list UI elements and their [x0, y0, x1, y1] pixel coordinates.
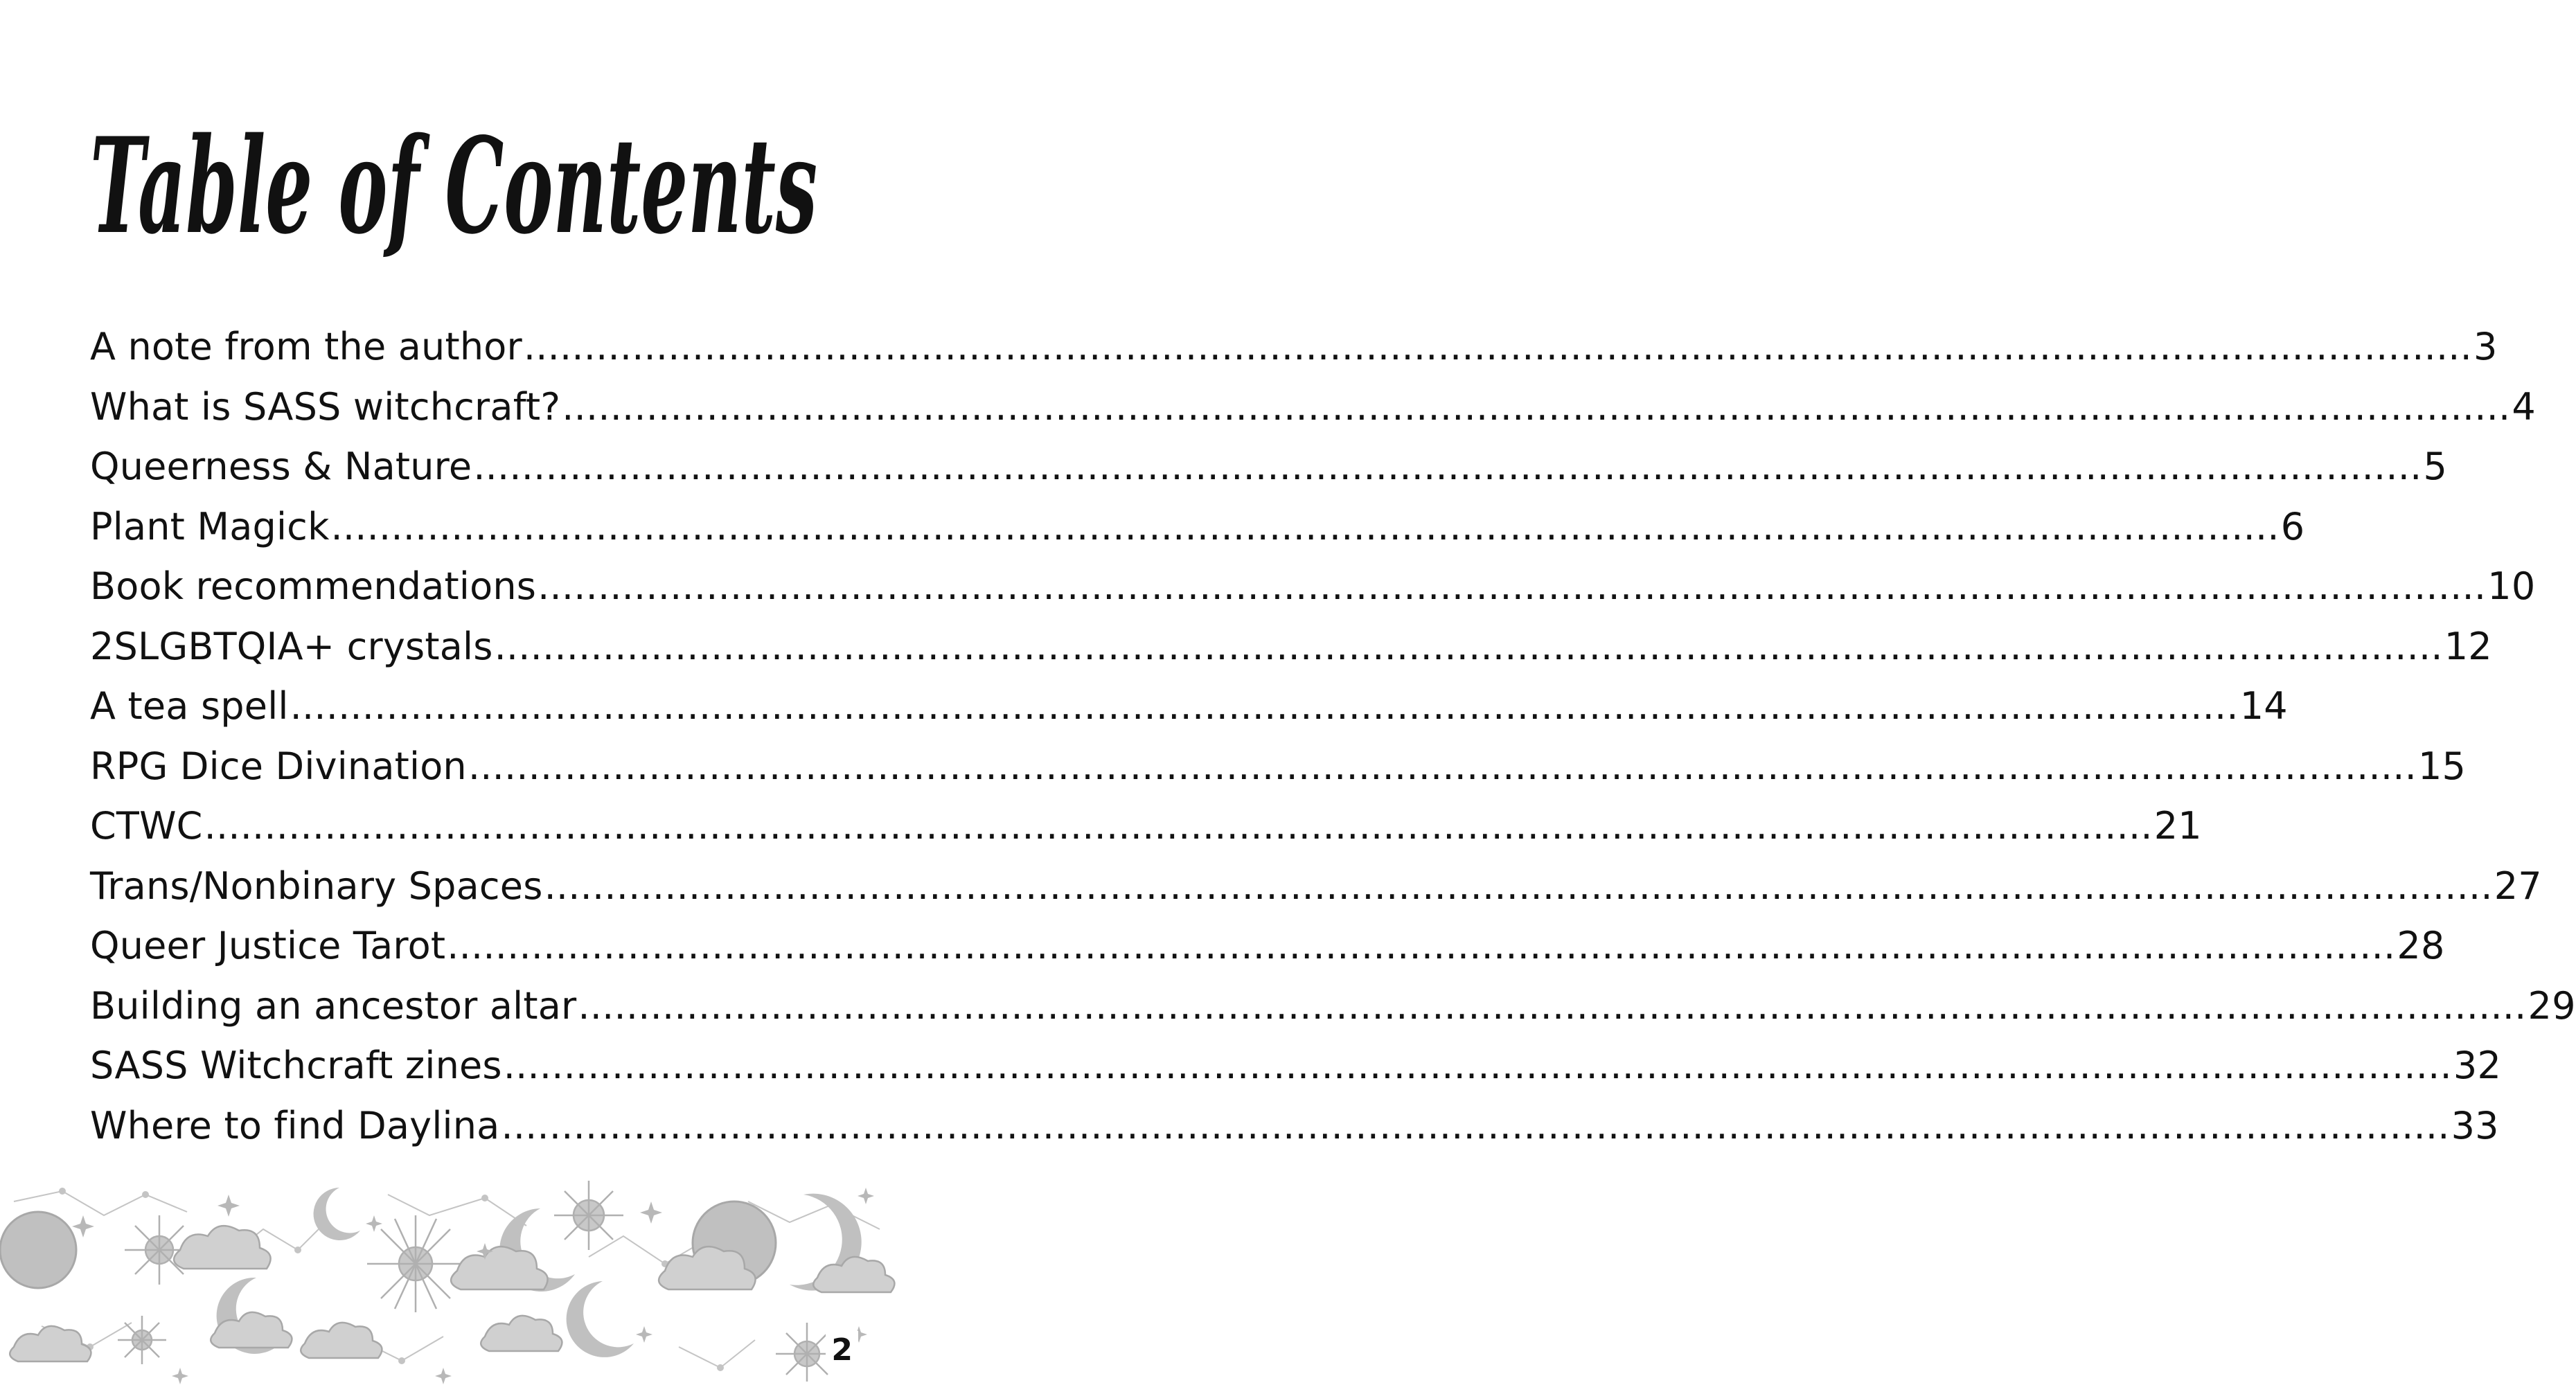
dot-leader — [504, 1036, 2452, 1096]
toc-entry-title: Queerness & Nature — [90, 445, 472, 488]
toc-entry-title: SASS Witchcraft zines — [90, 1044, 502, 1087]
toc-entry[interactable] — [90, 737, 2467, 797]
page-title — [80, 90, 828, 298]
toc-entry-title: A note from the author — [90, 325, 522, 368]
toc-entry[interactable] — [90, 1096, 2499, 1156]
toc-entry[interactable] — [90, 617, 2492, 677]
toc-entry-title: 2SLGBTQIA+ crystals — [90, 624, 493, 668]
toc-entry-page: 10 — [2487, 564, 2536, 608]
toc-entry-page: 5 — [2423, 445, 2448, 488]
toc-entry-page: 14 — [2239, 684, 2288, 728]
toc-entry-title: Trans/Nonbinary Spaces — [90, 864, 543, 908]
toc-entry[interactable] — [90, 976, 2576, 1037]
page-title-text: Table of Contents — [90, 109, 817, 263]
toc-entry-page: 32 — [2453, 1044, 2502, 1087]
dot-leader — [468, 737, 2417, 797]
toc-entry[interactable] — [90, 317, 2498, 377]
toc-entry-title: Where to find Daylina — [90, 1103, 500, 1147]
dot-leader — [544, 857, 2493, 917]
page-number: 2 — [826, 1331, 858, 1370]
toc-entry-page: 3 — [2473, 325, 2498, 368]
toc-entry[interactable] — [90, 796, 2202, 857]
toc-entry[interactable] — [90, 377, 2536, 438]
toc-entry-page: 15 — [2418, 744, 2467, 788]
dot-leader — [562, 377, 2510, 438]
toc-entry-title: What is SASS witchcraft? — [90, 384, 561, 429]
toc-entry-title: Building an ancestor altar — [90, 983, 577, 1028]
toc-entry-title: RPG Dice Divination — [90, 744, 467, 788]
dot-leader — [473, 437, 2422, 497]
dot-leader — [524, 317, 2472, 377]
toc-entry-page: 4 — [2512, 384, 2536, 429]
table-of-contents — [90, 317, 2576, 1156]
dot-leader — [495, 617, 2443, 677]
toc-entry[interactable] — [90, 916, 2445, 976]
toc-entry[interactable] — [90, 857, 2542, 917]
dot-leader — [501, 1096, 2449, 1156]
toc-entry-title: Queer Justice Tarot — [90, 924, 446, 967]
dot-leader — [447, 916, 2395, 976]
toc-entry-title: Book recommendations — [90, 564, 537, 608]
toc-entry-page: 29 — [2528, 983, 2576, 1028]
toc-entry[interactable] — [90, 1036, 2502, 1096]
dot-leader — [578, 976, 2526, 1037]
dot-leader — [204, 796, 2153, 857]
dot-leader — [538, 557, 2486, 617]
toc-entry-title: A tea spell — [90, 684, 289, 728]
dot-leader — [290, 677, 2239, 737]
celestial-footer-decoration — [0, 1174, 896, 1385]
moon-icon — [0, 1201, 776, 1288]
toc-entry-title: Plant Magick — [90, 504, 330, 548]
toc-entry-page: 33 — [2451, 1103, 2499, 1147]
toc-entry-page: 12 — [2444, 624, 2492, 668]
dot-leader — [331, 497, 2280, 557]
toc-entry[interactable] — [90, 557, 2536, 617]
toc-entry-page: 21 — [2153, 804, 2202, 848]
toc-entry[interactable] — [90, 497, 2305, 557]
toc-entry[interactable] — [90, 437, 2448, 497]
toc-entry-page: 28 — [2397, 924, 2445, 967]
toc-entry-page: 6 — [2280, 504, 2305, 548]
toc-entry-page: 27 — [2494, 864, 2542, 908]
toc-entry[interactable] — [90, 677, 2288, 737]
toc-entry-title: CTWC — [90, 804, 203, 848]
